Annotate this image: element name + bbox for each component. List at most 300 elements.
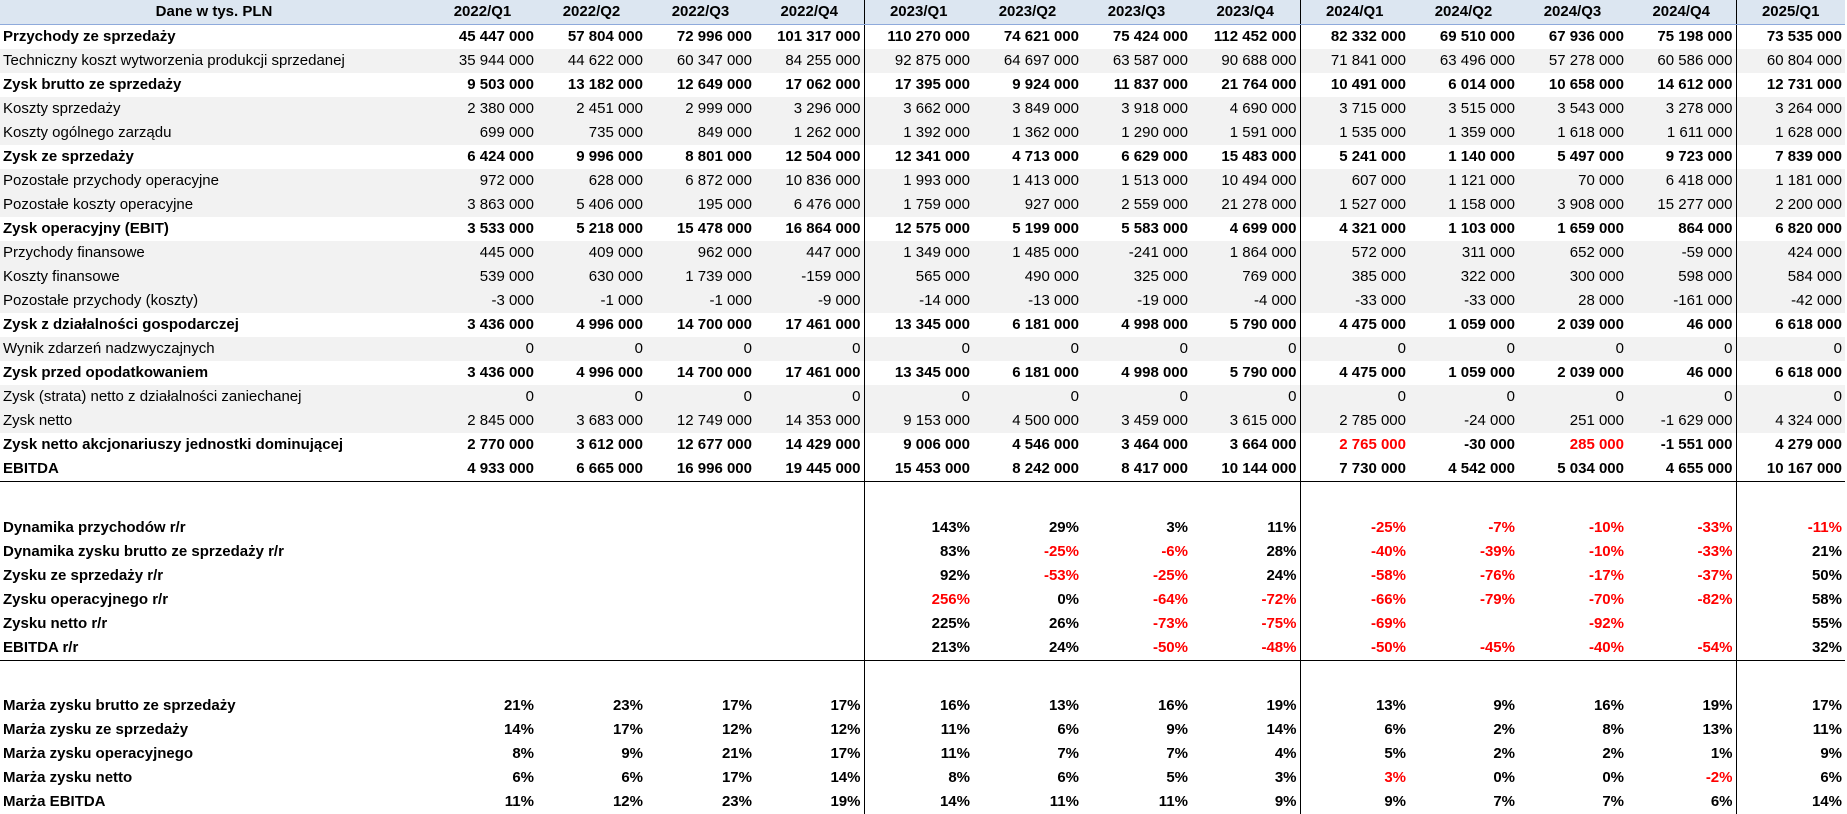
value-cell[interactable]: 6 665 000 — [576, 460, 643, 477]
value-cell[interactable]: 285 000 — [1569, 436, 1624, 453]
value-cell[interactable]: 45 447 000 — [458, 28, 534, 45]
value-cell[interactable]: 3 612 000 — [576, 436, 643, 453]
value-cell[interactable]: 0 — [1627, 337, 1736, 361]
row-label-cell[interactable]: Zysk (strata) netto z działalności zaniechanej — [0, 385, 428, 409]
value-cell[interactable]: 490 000 — [973, 265, 1082, 289]
value-cell[interactable]: 19% — [1702, 697, 1733, 714]
value-cell[interactable]: 1 262 000 — [755, 121, 864, 145]
value-cell[interactable]: 71 841 000 — [1300, 49, 1409, 73]
value-cell[interactable]: 15 483 000 — [1221, 148, 1297, 165]
value-cell[interactable] — [428, 636, 537, 661]
value-cell[interactable]: 12 575 000 — [864, 217, 973, 241]
value-cell[interactable]: 1 140 000 — [1448, 148, 1515, 165]
value-cell[interactable]: 14 353 000 — [755, 409, 864, 433]
value-cell[interactable] — [428, 588, 537, 612]
empty-cell[interactable] — [1627, 482, 1736, 516]
value-cell[interactable]: -64% — [1152, 590, 1188, 608]
value-cell[interactable]: 322 000 — [1409, 265, 1518, 289]
value-cell[interactable]: -40% — [1300, 540, 1409, 564]
value-cell[interactable]: 3 296 000 — [755, 97, 864, 121]
value-cell[interactable]: 4 996 000 — [576, 364, 643, 381]
empty-cell[interactable] — [973, 482, 1082, 516]
value-cell[interactable]: 67 936 000 — [1548, 28, 1624, 45]
value-cell[interactable]: -33 000 — [1300, 289, 1409, 313]
value-cell[interactable]: 101 317 000 — [777, 28, 861, 45]
value-cell[interactable]: 26% — [1048, 614, 1079, 632]
row-label-cell[interactable]: Zysk brutto ze sprzedaży — [3, 76, 182, 93]
value-cell[interactable]: 769 000 — [1191, 265, 1300, 289]
empty-cell[interactable] — [755, 660, 864, 694]
value-cell[interactable]: 69 510 000 — [1439, 28, 1515, 45]
value-cell[interactable]: 11% — [1049, 793, 1079, 810]
value-cell[interactable]: -3 000 — [428, 289, 537, 313]
value-cell[interactable] — [755, 612, 864, 636]
value-cell[interactable]: 21 764 000 — [1221, 76, 1297, 93]
value-cell[interactable]: -53% — [1043, 566, 1079, 584]
value-cell[interactable]: 735 000 — [537, 121, 646, 145]
value-cell[interactable]: 1 591 000 — [1191, 121, 1300, 145]
value-cell[interactable]: -159 000 — [755, 265, 864, 289]
value-cell[interactable]: 17 461 000 — [785, 316, 861, 333]
value-cell[interactable]: 6 629 000 — [1121, 148, 1188, 165]
value-cell[interactable]: 9 723 000 — [1665, 148, 1733, 165]
value-cell[interactable]: 4 655 000 — [1665, 460, 1733, 477]
value-cell[interactable]: 1 121 000 — [1409, 169, 1518, 193]
value-cell[interactable]: 1 628 000 — [1736, 121, 1845, 145]
value-cell[interactable]: 44 622 000 — [537, 49, 646, 73]
empty-cell[interactable] — [428, 660, 537, 694]
value-cell[interactable]: -25% — [1152, 566, 1188, 584]
value-cell[interactable]: 0 — [755, 337, 864, 361]
value-cell[interactable] — [428, 564, 537, 588]
value-cell[interactable]: 0 — [428, 337, 537, 361]
value-cell[interactable]: 7% — [1166, 745, 1188, 762]
empty-cell[interactable] — [1082, 660, 1191, 694]
value-cell[interactable] — [1627, 612, 1736, 636]
value-cell[interactable]: 28% — [1266, 542, 1297, 560]
row-label-cell[interactable]: Pozostałe koszty operacyjne — [0, 193, 428, 217]
header-period-cell[interactable]: 2022/Q1 — [428, 0, 537, 25]
row-label-cell[interactable]: Marża zysku netto — [3, 769, 133, 786]
row-label-cell[interactable]: Zysk z działalności gospodarczej — [3, 316, 239, 333]
value-cell[interactable]: -48% — [1261, 638, 1297, 656]
empty-cell[interactable] — [1300, 482, 1409, 516]
value-cell[interactable]: 5 497 000 — [1557, 148, 1624, 165]
value-cell[interactable]: 0 — [973, 385, 1082, 409]
value-cell[interactable]: 4 933 000 — [467, 460, 534, 477]
value-cell[interactable]: 6 820 000 — [1736, 217, 1845, 241]
value-cell[interactable]: 2 559 000 — [1082, 193, 1191, 217]
empty-cell[interactable] — [1191, 482, 1300, 516]
value-cell[interactable]: 409 000 — [537, 241, 646, 265]
value-cell[interactable]: -50% — [1152, 638, 1188, 656]
value-cell[interactable] — [537, 612, 646, 636]
value-cell[interactable]: 0 — [864, 337, 973, 361]
value-cell[interactable]: 630 000 — [537, 265, 646, 289]
value-cell[interactable]: 12% — [830, 721, 861, 738]
value-cell[interactable]: -19 000 — [1082, 289, 1191, 313]
value-cell[interactable]: 13 182 000 — [567, 76, 643, 93]
value-cell[interactable]: 1% — [1710, 745, 1733, 762]
value-cell[interactable]: 17% — [830, 745, 861, 762]
value-cell[interactable]: 0 — [1409, 385, 1518, 409]
value-cell[interactable]: 6 618 000 — [1736, 361, 1845, 385]
value-cell[interactable]: 50% — [1736, 564, 1845, 588]
value-cell[interactable]: 10 144 000 — [1221, 460, 1297, 477]
value-cell[interactable]: 9% — [1166, 721, 1188, 738]
value-cell[interactable]: -30 000 — [1464, 436, 1515, 453]
value-cell[interactable]: 12 341 000 — [864, 145, 973, 169]
value-cell[interactable]: 5 241 000 — [1300, 145, 1409, 169]
value-cell[interactable]: 7 839 000 — [1736, 145, 1845, 169]
value-cell[interactable]: 57 278 000 — [1518, 49, 1627, 73]
value-cell[interactable]: 11 837 000 — [1113, 76, 1188, 93]
row-label-cell[interactable]: Koszty ogólnego zarządu — [0, 121, 428, 145]
value-cell[interactable]: 19% — [830, 793, 861, 810]
value-cell[interactable]: -9 000 — [755, 289, 864, 313]
value-cell[interactable]: 3 715 000 — [1300, 97, 1409, 121]
value-cell[interactable]: 0 — [1736, 337, 1845, 361]
value-cell[interactable]: 1 059 000 — [1448, 316, 1515, 333]
value-cell[interactable]: 2 765 000 — [1300, 433, 1409, 457]
value-cell[interactable]: 1 392 000 — [864, 121, 973, 145]
empty-cell[interactable] — [0, 660, 428, 694]
value-cell[interactable]: 1 290 000 — [1082, 121, 1191, 145]
value-cell[interactable]: 0 — [537, 385, 646, 409]
value-cell[interactable] — [646, 540, 755, 564]
value-cell[interactable]: 64 697 000 — [973, 49, 1082, 73]
value-cell[interactable]: 3% — [1166, 518, 1188, 536]
value-cell[interactable]: 0% — [1602, 769, 1624, 786]
value-cell[interactable] — [646, 636, 755, 661]
empty-cell[interactable] — [1409, 482, 1518, 516]
value-cell[interactable]: 5 406 000 — [537, 193, 646, 217]
header-period-cell[interactable]: 2023/Q1 — [864, 0, 973, 25]
value-cell[interactable]: 1 513 000 — [1082, 169, 1191, 193]
value-cell[interactable]: 72 996 000 — [676, 28, 752, 45]
value-cell[interactable]: 2% — [1493, 721, 1515, 738]
value-cell[interactable]: 16 996 000 — [676, 460, 752, 477]
value-cell[interactable]: 5 583 000 — [1121, 220, 1188, 237]
value-cell[interactable]: 4 542 000 — [1448, 460, 1515, 477]
empty-cell[interactable] — [1736, 482, 1845, 516]
value-cell[interactable] — [755, 636, 864, 661]
row-label-cell[interactable]: Marża zysku brutto ze sprzedaży — [3, 697, 236, 714]
value-cell[interactable]: 32% — [1736, 636, 1845, 661]
value-cell[interactable]: -11% — [1736, 516, 1845, 540]
value-cell[interactable]: 256% — [864, 588, 973, 612]
value-cell[interactable]: 14% — [1266, 721, 1297, 738]
value-cell[interactable] — [537, 564, 646, 588]
value-cell[interactable]: -76% — [1479, 566, 1515, 584]
value-cell[interactable]: 3 278 000 — [1627, 97, 1736, 121]
row-label-cell[interactable]: Koszty finansowe — [0, 265, 428, 289]
value-cell[interactable]: 11% — [504, 793, 534, 810]
value-cell[interactable]: 4 475 000 — [1300, 313, 1409, 337]
value-cell[interactable]: 21% — [721, 745, 752, 762]
value-cell[interactable]: 8 242 000 — [1012, 460, 1079, 477]
value-cell[interactable]: 13% — [1702, 721, 1733, 738]
empty-cell[interactable] — [755, 482, 864, 516]
value-cell[interactable] — [428, 612, 537, 636]
value-cell[interactable]: 24% — [1048, 638, 1079, 656]
value-cell[interactable]: 55% — [1736, 612, 1845, 636]
value-cell[interactable]: 0 — [864, 385, 973, 409]
value-cell[interactable]: 2 200 000 — [1736, 193, 1845, 217]
value-cell[interactable]: 84 255 000 — [755, 49, 864, 73]
row-label-cell[interactable]: Zysk przed opodatkowaniem — [3, 364, 209, 381]
value-cell[interactable]: 19% — [1266, 697, 1297, 714]
value-cell[interactable]: 0 — [1191, 385, 1300, 409]
value-cell[interactable]: 5 790 000 — [1229, 364, 1297, 381]
value-cell[interactable]: 12 649 000 — [676, 76, 752, 93]
value-cell[interactable]: 92% — [864, 564, 973, 588]
value-cell[interactable]: 1 181 000 — [1736, 169, 1845, 193]
header-label-cell[interactable]: Dane w tys. PLN — [0, 0, 428, 25]
value-cell[interactable]: 9% — [1736, 742, 1845, 766]
value-cell[interactable]: 15 277 000 — [1627, 193, 1736, 217]
row-label-cell[interactable]: Dynamika zysku brutto ze sprzedaży r/r — [3, 542, 284, 560]
value-cell[interactable]: 0 — [428, 385, 537, 409]
value-cell[interactable]: 5 218 000 — [576, 220, 643, 237]
header-period-cell[interactable]: 2022/Q4 — [755, 0, 864, 25]
value-cell[interactable]: 1 349 000 — [864, 241, 973, 265]
value-cell[interactable]: 4 690 000 — [1191, 97, 1300, 121]
row-label-cell[interactable]: Zysku ze sprzedaży r/r — [3, 566, 164, 584]
value-cell[interactable]: 0 — [1191, 337, 1300, 361]
value-cell[interactable]: 35 944 000 — [428, 49, 537, 73]
value-cell[interactable]: -79% — [1479, 590, 1515, 608]
value-cell[interactable]: 4 321 000 — [1300, 217, 1409, 241]
value-cell[interactable]: 447 000 — [755, 241, 864, 265]
value-cell[interactable]: 6 181 000 — [1012, 364, 1079, 381]
value-cell[interactable]: 8 801 000 — [685, 148, 752, 165]
value-cell[interactable]: -70% — [1588, 590, 1624, 608]
value-cell[interactable]: 143% — [864, 516, 973, 540]
value-cell[interactable]: 75 198 000 — [1657, 28, 1733, 45]
value-cell[interactable]: 4 546 000 — [1012, 436, 1079, 453]
value-cell[interactable]: 972 000 — [428, 169, 537, 193]
value-cell[interactable]: 7 730 000 — [1300, 457, 1409, 482]
value-cell[interactable]: 14 429 000 — [785, 436, 861, 453]
value-cell[interactable]: 1 158 000 — [1409, 193, 1518, 217]
value-cell[interactable] — [428, 540, 537, 564]
value-cell[interactable]: 5 034 000 — [1557, 460, 1624, 477]
value-cell[interactable]: -161 000 — [1627, 289, 1736, 313]
value-cell[interactable]: 2 039 000 — [1557, 316, 1624, 333]
value-cell[interactable]: 14 700 000 — [676, 364, 752, 381]
value-cell[interactable]: 11% — [1158, 793, 1188, 810]
value-cell[interactable]: 9% — [1274, 793, 1297, 810]
value-cell[interactable]: 90 688 000 — [1191, 49, 1300, 73]
value-cell[interactable]: 0 — [973, 337, 1082, 361]
value-cell[interactable]: -33% — [1697, 518, 1733, 536]
value-cell[interactable]: 3% — [1274, 769, 1297, 786]
header-period-cell[interactable]: 2023/Q4 — [1191, 0, 1300, 25]
value-cell[interactable]: 3 436 000 — [467, 364, 534, 381]
value-cell[interactable]: 11% — [1267, 518, 1297, 536]
value-cell[interactable]: 46 000 — [1686, 364, 1733, 381]
value-cell[interactable]: 9 996 000 — [576, 148, 643, 165]
value-cell[interactable]: 9 503 000 — [467, 76, 534, 93]
value-cell[interactable]: 6% — [1300, 718, 1409, 742]
value-cell[interactable]: 699 000 — [428, 121, 537, 145]
value-cell[interactable]: 14 612 000 — [1657, 76, 1733, 93]
value-cell[interactable]: 73 535 000 — [1736, 25, 1845, 50]
empty-cell[interactable] — [1627, 660, 1736, 694]
empty-cell[interactable] — [973, 660, 1082, 694]
value-cell[interactable]: 13% — [1300, 694, 1409, 718]
value-cell[interactable]: 1 362 000 — [973, 121, 1082, 145]
value-cell[interactable]: -54% — [1697, 638, 1733, 656]
value-cell[interactable]: 63 496 000 — [1409, 49, 1518, 73]
value-cell[interactable]: 1 059 000 — [1448, 364, 1515, 381]
value-cell[interactable]: 2% — [1493, 745, 1515, 762]
value-cell[interactable]: 0 — [646, 385, 755, 409]
value-cell[interactable]: -7% — [1488, 518, 1515, 536]
value-cell[interactable]: 12 677 000 — [676, 436, 752, 453]
value-cell[interactable]: 23% — [721, 793, 752, 810]
empty-cell[interactable] — [537, 482, 646, 516]
value-cell[interactable]: 17% — [1736, 694, 1845, 718]
empty-cell[interactable] — [1082, 482, 1191, 516]
value-cell[interactable]: -1 629 000 — [1627, 409, 1736, 433]
header-period-cell[interactable]: 2022/Q3 — [646, 0, 755, 25]
value-cell[interactable]: 1 993 000 — [864, 169, 973, 193]
value-cell[interactable]: 1 618 000 — [1518, 121, 1627, 145]
value-cell[interactable]: 4 324 000 — [1736, 409, 1845, 433]
value-cell[interactable]: 11% — [1736, 718, 1845, 742]
value-cell[interactable]: 3 459 000 — [1082, 409, 1191, 433]
value-cell[interactable]: 11% — [864, 742, 973, 766]
value-cell[interactable]: 10 491 000 — [1300, 73, 1409, 97]
value-cell[interactable]: 110 270 000 — [864, 25, 973, 50]
header-period-cell[interactable]: 2024/Q4 — [1627, 0, 1736, 25]
value-cell[interactable]: 4 996 000 — [576, 316, 643, 333]
value-cell[interactable]: -92% — [1588, 614, 1624, 632]
row-label-cell[interactable]: Marża zysku ze sprzedaży — [3, 721, 189, 738]
row-label-cell[interactable]: Marża EBITDA — [3, 793, 106, 810]
value-cell[interactable]: 14 700 000 — [676, 316, 752, 333]
value-cell[interactable]: 2 999 000 — [646, 97, 755, 121]
value-cell[interactable]: 9 006 000 — [864, 433, 973, 457]
value-cell[interactable]: 3 464 000 — [1121, 436, 1188, 453]
value-cell[interactable]: 225% — [864, 612, 973, 636]
empty-cell[interactable] — [1409, 660, 1518, 694]
value-cell[interactable]: 63 587 000 — [1082, 49, 1191, 73]
value-cell[interactable]: 21% — [503, 697, 534, 714]
row-label-cell[interactable]: Zysk netto — [0, 409, 428, 433]
value-cell[interactable]: 82 332 000 — [1300, 25, 1409, 50]
value-cell[interactable]: -4 000 — [1191, 289, 1300, 313]
value-cell[interactable]: 60 804 000 — [1736, 49, 1845, 73]
row-label-cell[interactable]: EBITDA r/r — [3, 638, 79, 656]
value-cell[interactable]: 0 — [1736, 385, 1845, 409]
value-cell[interactable]: 10 167 000 — [1736, 457, 1845, 482]
value-cell[interactable]: 4 475 000 — [1300, 361, 1409, 385]
value-cell[interactable]: 3 918 000 — [1082, 97, 1191, 121]
value-cell[interactable]: 6 424 000 — [467, 148, 534, 165]
value-cell[interactable]: 3 908 000 — [1518, 193, 1627, 217]
row-label-cell[interactable]: Pozostałe przychody operacyjne — [0, 169, 428, 193]
value-cell[interactable]: 57 804 000 — [567, 28, 643, 45]
value-cell[interactable]: -25% — [1300, 516, 1409, 540]
value-cell[interactable]: 6% — [1736, 766, 1845, 790]
value-cell[interactable]: 3 849 000 — [973, 97, 1082, 121]
value-cell[interactable]: 14% — [503, 721, 534, 738]
value-cell[interactable]: 0 — [1300, 337, 1409, 361]
value-cell[interactable]: 9 153 000 — [864, 409, 973, 433]
value-cell[interactable]: -75% — [1261, 614, 1297, 632]
value-cell[interactable]: 849 000 — [646, 121, 755, 145]
value-cell[interactable]: -10% — [1588, 542, 1624, 560]
value-cell[interactable]: 385 000 — [1300, 265, 1409, 289]
value-cell[interactable]: 8% — [512, 745, 534, 762]
value-cell[interactable]: 12 504 000 — [785, 148, 861, 165]
value-cell[interactable]: 17% — [612, 721, 643, 738]
value-cell[interactable]: -13 000 — [973, 289, 1082, 313]
value-cell[interactable]: 14% — [830, 769, 861, 786]
value-cell[interactable] — [646, 612, 755, 636]
header-period-cell[interactable]: 2024/Q2 — [1409, 0, 1518, 25]
value-cell[interactable]: 12 749 000 — [646, 409, 755, 433]
value-cell[interactable]: -39% — [1479, 542, 1515, 560]
value-cell[interactable]: 6 014 000 — [1448, 76, 1515, 93]
value-cell[interactable]: 14% — [1736, 790, 1845, 814]
value-cell[interactable]: 16% — [1157, 697, 1188, 714]
value-cell[interactable]: -59 000 — [1627, 241, 1736, 265]
value-cell[interactable]: 15 453 000 — [864, 457, 973, 482]
value-cell[interactable]: -14 000 — [864, 289, 973, 313]
empty-cell[interactable] — [428, 482, 537, 516]
value-cell[interactable]: 10 658 000 — [1548, 76, 1624, 93]
value-cell[interactable] — [537, 636, 646, 661]
value-cell[interactable]: 1 527 000 — [1300, 193, 1409, 217]
value-cell[interactable]: 10 836 000 — [755, 169, 864, 193]
value-cell[interactable]: -40% — [1588, 638, 1624, 656]
value-cell[interactable]: 7% — [1493, 793, 1515, 810]
value-cell[interactable]: 2% — [1602, 745, 1624, 762]
value-cell[interactable]: -72% — [1261, 590, 1297, 608]
value-cell[interactable]: 8 417 000 — [1121, 460, 1188, 477]
empty-cell[interactable] — [646, 482, 755, 516]
value-cell[interactable]: 5% — [1300, 742, 1409, 766]
value-cell[interactable]: 0 — [646, 337, 755, 361]
value-cell[interactable]: 5 790 000 — [1229, 316, 1297, 333]
value-cell[interactable]: 2 451 000 — [537, 97, 646, 121]
value-cell[interactable]: 16% — [864, 694, 973, 718]
value-cell[interactable] — [646, 564, 755, 588]
empty-cell[interactable] — [1518, 660, 1627, 694]
value-cell[interactable]: 1 739 000 — [646, 265, 755, 289]
value-cell[interactable]: 1 659 000 — [1557, 220, 1624, 237]
value-cell[interactable]: 19 445 000 — [785, 460, 861, 477]
value-cell[interactable]: 14% — [864, 790, 973, 814]
value-cell[interactable]: 6% — [512, 769, 534, 786]
value-cell[interactable]: 3% — [1300, 766, 1409, 790]
value-cell[interactable]: 7% — [1057, 745, 1079, 762]
value-cell[interactable]: 0 — [1518, 385, 1627, 409]
value-cell[interactable] — [537, 540, 646, 564]
value-cell[interactable]: 74 621 000 — [1003, 28, 1079, 45]
value-cell[interactable] — [537, 588, 646, 612]
value-cell[interactable]: 5% — [1166, 769, 1188, 786]
value-cell[interactable] — [755, 564, 864, 588]
value-cell[interactable]: 10 494 000 — [1191, 169, 1300, 193]
value-cell[interactable]: 24% — [1266, 566, 1297, 584]
value-cell[interactable] — [1409, 612, 1518, 636]
value-cell[interactable]: 11% — [864, 718, 973, 742]
